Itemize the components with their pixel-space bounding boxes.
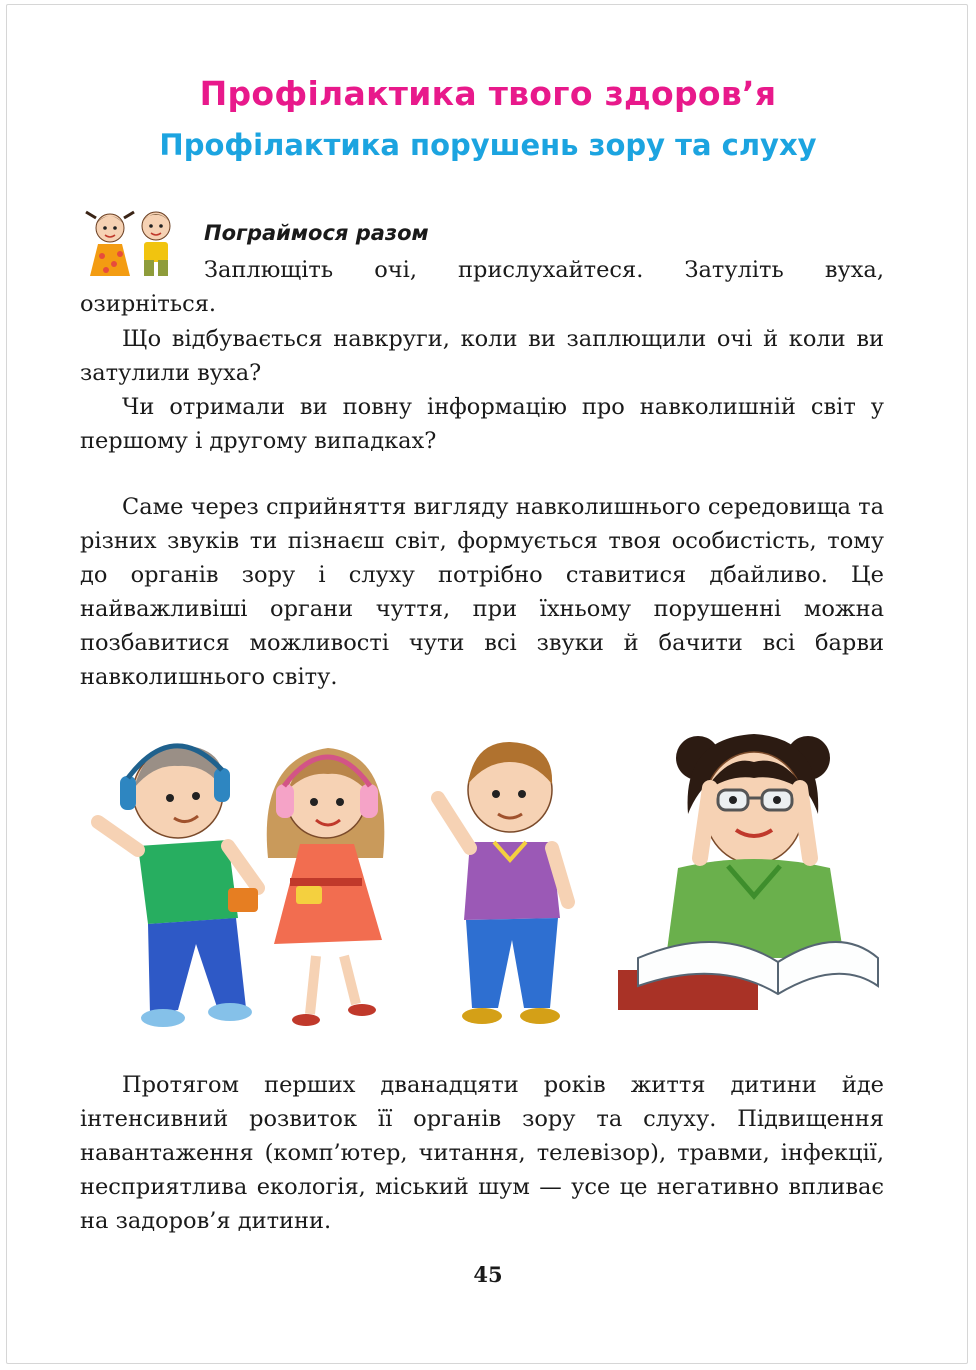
children-eyes-ears-illustration — [78, 718, 888, 1036]
game-heading: Пограймося разом — [204, 221, 429, 245]
page-number: 45 — [473, 1262, 503, 1287]
body-paragraph-senses: Саме через сприйняття вигляду навколишнього середовища та різних звуків ти пізнаєш світ, формується твоя особистість, тому до органів зору і слуху потрібно ставитися дбайливо. Це найважливіші органи чуття, при їхньому порушенні можна позбавитися можливості чути всі звуки й бачити всі барви навколишнього світу. — [80, 494, 884, 690]
page-title: Профілактика твого здоров’я — [199, 74, 777, 113]
body-paragraph-development: Протягом перших дванадцяти років життя дитини йде інтенсивний розвиток її органів зору та слуху. Підвищення навантаження (комп’ютер, читання, телевізор), травми, інфекції, несприятлива екологія, міський шум — усе це негативно впливає на задоров’я дитини. — [80, 1072, 884, 1234]
boy-headphones-figure — [98, 745, 258, 1027]
girl-glasses-books-figure — [618, 734, 878, 1010]
game-paragraph-3: Чи отримали ви повну інформацію про навколишній світ у першому і другому випадках? — [80, 394, 884, 454]
game-paragraph-1: Заплющіть очі, прислухайтеся. Затуліть вуха, озирніться. — [80, 257, 884, 317]
boy-waving-figure — [438, 742, 568, 1024]
girl-headphones-figure — [267, 748, 385, 1026]
page-subtitle: Профілактика порушень зору та слуху — [159, 128, 817, 162]
game-paragraph-2: Що відбувається навкруги, коли ви заплющили очі й коли ви затулили вуха? — [80, 326, 884, 386]
